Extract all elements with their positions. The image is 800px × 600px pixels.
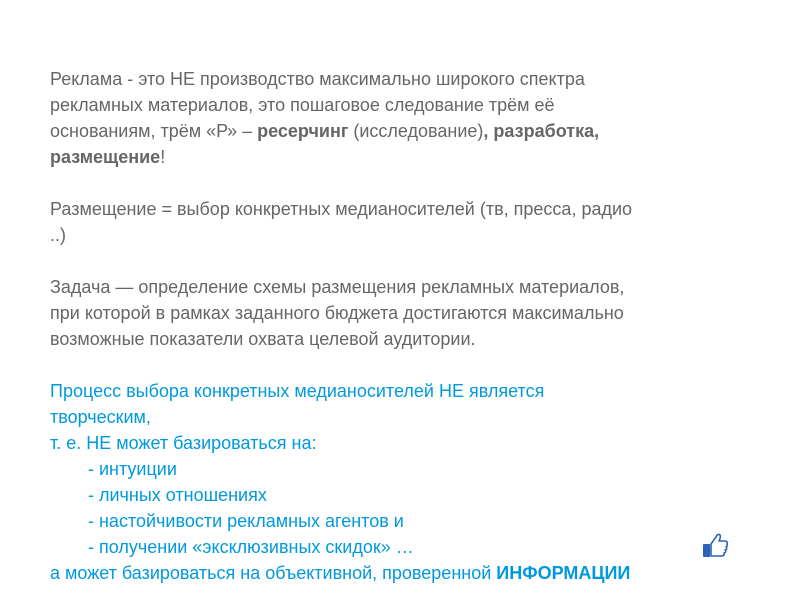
p3-line2: при которой в рамках заданного бюджета достигаются максимально [50, 303, 624, 323]
spacer [50, 248, 780, 274]
p4-line1: Процесс выбора конкретных медианосителей НЕ является [50, 381, 545, 401]
list-item: - личных отношениях [88, 485, 267, 505]
p1-line3c: (исследование) [348, 121, 484, 141]
p1-exclamation: ! [160, 147, 166, 167]
spacer [50, 170, 780, 196]
p1-line3a: основаниям, трём «Р» – [50, 121, 258, 141]
paragraph-3 [50, 274, 780, 352]
p1-development: , разработка, [483, 121, 600, 141]
p4-information: ИНФОРМАЦИИ [496, 563, 631, 583]
paragraph-1 [50, 66, 780, 170]
p4-line3: т. е. НЕ может базироваться на: [50, 433, 317, 453]
text-block [50, 66, 780, 586]
thumbs-up-icon [700, 530, 730, 560]
p2-line2: ..) [50, 225, 66, 245]
paragraph-4 [50, 378, 780, 586]
p4-line2: творческим, [50, 407, 151, 427]
list-item: - получении «эксклюзивных скидок» … [88, 537, 414, 557]
p1-line2: рекламных материалов, это пошаговое следование трём её [50, 95, 555, 115]
p1-placement: размещение [50, 147, 161, 167]
p1-researching: ресерчинг [257, 121, 349, 141]
p3-line3: возможные показатели охвата целевой аудитории. [50, 329, 476, 349]
paragraph-2 [50, 196, 780, 248]
spacer [50, 352, 780, 378]
list-item: - настойчивости рекламных агентов и [88, 511, 404, 531]
p2-line1: Размещение = выбор конкретных медианосителей (тв, пресса, радио [50, 199, 633, 219]
p3-line1: Задача — определение схемы размещения рекламных материалов, [50, 277, 625, 297]
p4-final: а может базироваться на объективной, проверенной [50, 563, 497, 583]
list-item: - интуиции [88, 459, 177, 479]
p1-line1: Реклама - это НЕ производство максимально широкого спектра [50, 69, 585, 89]
